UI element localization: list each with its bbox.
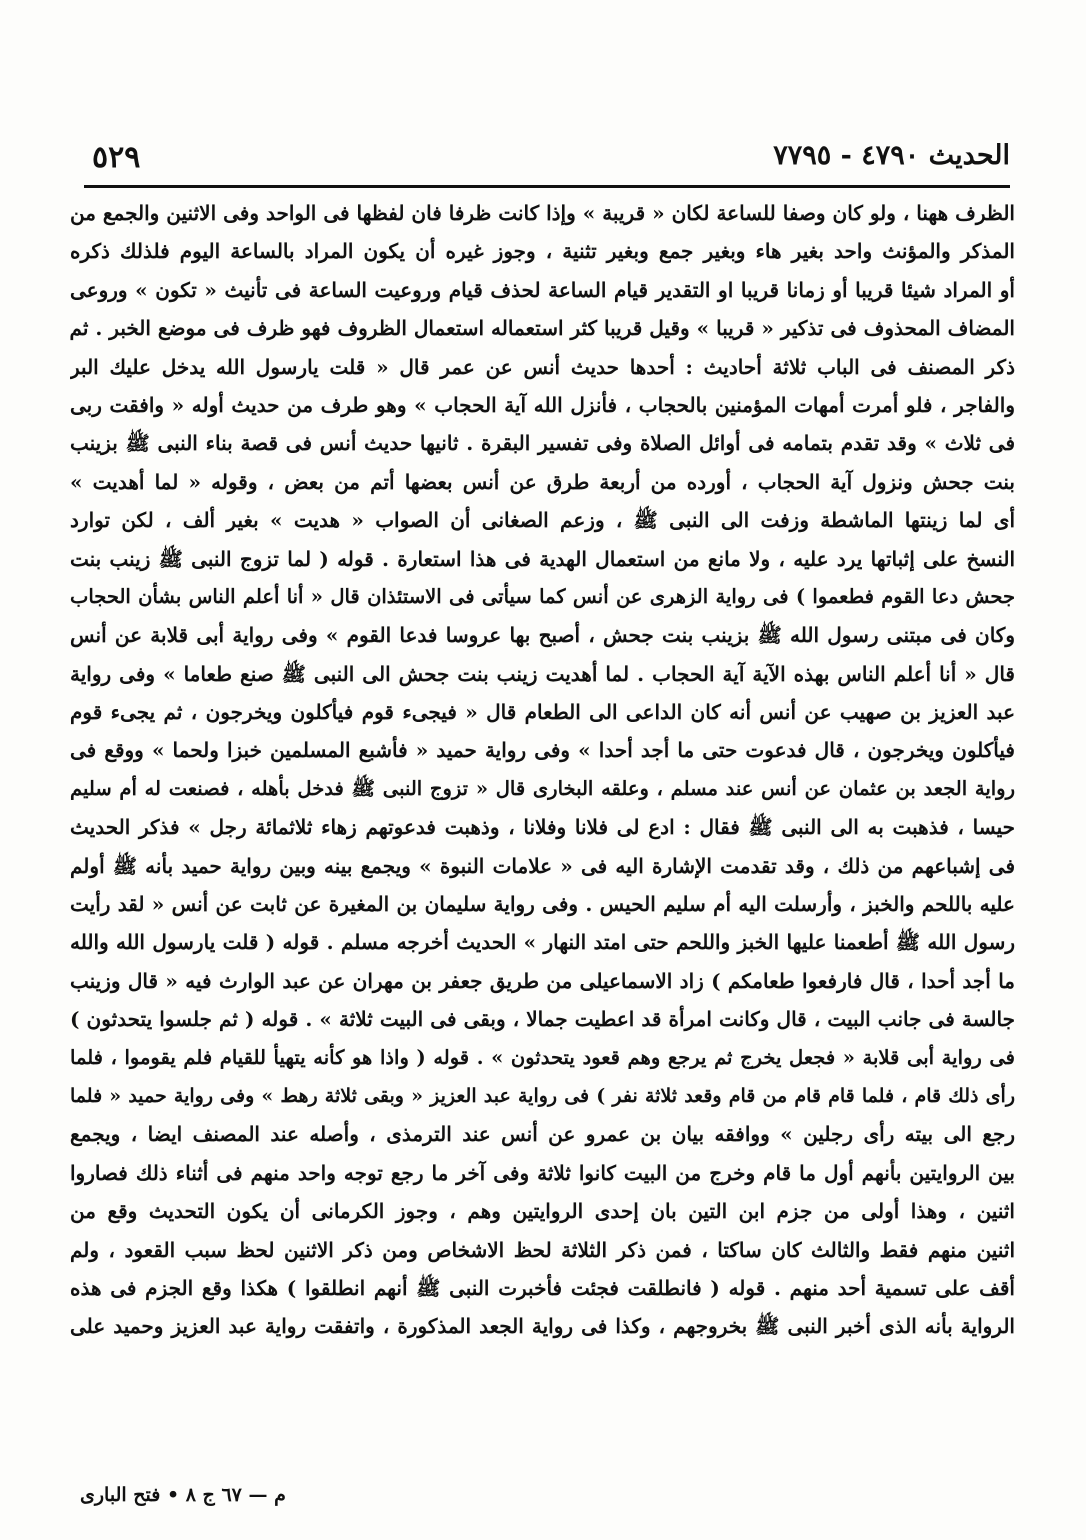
text-line: الظرف ههنا ، ولو كان وصفا للساعة لكان « قريبة » وإذا كانت ظرفا فان لفظها فى الواحد وفى الاثنين والجمع من (70, 201, 1015, 225)
text-line: المذكر والمؤنث واحد بغير هاء وبغير جمع وبغير تثنية ، وجوز غيره أن يكون المراد بالساعة اليوم فلذلك ذكره (70, 239, 1015, 264)
text-line: رسول الله ﷺ أطعمنا عليها الخبز واللحم حتى امتد النهار » الحديث أخرجه مسلم . قوله ( قلت يارسول الله والله (70, 930, 1015, 955)
text-line: عليه باللحم والخبز ، وأرسلت اليه أم سليم الحيس . وفى رواية سليمان بن المغيرة عن ثابت عن أنس « لقد رأيت (70, 892, 1015, 917)
text-line: رأى ذلك قام ، فلما قام قام من قام وقعد ثلاثة نفر ) فى رواية عبد العزيز « وبقى ثلاثة رهط » وفى رواية حميد « فلما (70, 1084, 1015, 1107)
text-line: أو المراد شيئا قريبا أو زمانا قريبا او التقدير قيام الساعة لحذف قيام وروعيت الساعة فى تأنيث « تكون » وروعى (70, 277, 1015, 302)
text-line: المضاف المحذوف فى تذكير « قريبا » وقيل قريبا كثر استعماله استعمال الظروف فهو ظرف فى موضع الخبر . ثم (70, 316, 1015, 341)
text-line: أقف على تسمية أحد منهم . قوله ( فانطلقت فجئت فأخبرت النبى ﷺ أنهم انطلقوا ) هكذا وقع الجزم فى هذه (70, 1275, 1015, 1300)
text-line: أى لما زينتها الماشطة وزفت الى النبى ﷺ ، وزعم الصغانى أن الصواب « هديت » بغير ألف ، لكن توارد (70, 508, 1015, 533)
page-number: ٥٢٩ (92, 140, 141, 175)
text-line: حيسا ، فذهبت به الى النبى ﷺ فقال : ادع لى فلانا وفلانا ، وذهبت فدعوتهم زهاء ثلاثمائة رجل » فذكر الحديث (70, 815, 1015, 840)
text-line: جالسة فى جانب البيت ، قال وكانت امرأة قد اعطيت جمالا ، وبقى فى البيت ثلاثة » . قوله ( ثم جلسوا يتحدثون ) (70, 1007, 1015, 1032)
text-line: اثنين منهم فقط والثالث كان ساكتا ، فمن ذكر الثلاثة لحظ الاشخاص ومن ذكر الاثنين لحظ سبب القعود ، ولم (70, 1237, 1015, 1262)
text-line: رجع الى بيته رأى رجلين » ووافقه بيان بن عمرو عن أنس عند الترمذى ، وأصله عند المصنف ايضا ، ويجمع (70, 1122, 1015, 1147)
signature-mark: م — ٦٧ ج ٨ • فتح البارى (80, 1484, 286, 1506)
text-line: بين الروايتين بأنهم أول ما قام وخرج من البيت كانوا ثلاثة وفى آخر ما رجع توجه واحد منهم فى أثناء ذلك فصاروا (70, 1160, 1015, 1185)
running-title: الحديث ٤٧٩٠ - ٧٧٩٥ (773, 140, 1010, 171)
text-line: ذكر المصنف فى الباب ثلاثة أحاديث : أحدها حديث أنس عن عمر قال « قلت يارسول الله يدخل عليك البر (70, 354, 1015, 379)
text-line: الرواية بأنه الذى أخبر النبى ﷺ بخروجهم ، وكذا فى رواية الجعد المذكورة ، واتفقت رواية عبد العزيز وحميد على (70, 1314, 1015, 1339)
text-line: رواية الجعد بن عثمان عن أنس عند مسلم ، وعلقه البخارى قال « تزوج النبى ﷺ فدخل بأهله ، فصنعت له أم سليم (70, 776, 1015, 800)
text-line: اثنين ، وهذا أولى من جزم ابن التين بان إحدى الروايتين وهم ، وجوز الكرمانى أن يكون التحديث وقع من (70, 1199, 1015, 1224)
text-line: ما أجد أحدا ، قال فارفعوا طعامكم ) زاد الاسماعيلى من طريق جعفر بن مهران عن عبد الوارث فيه « قال وزينب (70, 968, 1015, 993)
commentary-text (70, 194, 1015, 1384)
text-line: جحش دعا القوم فطعموا ) فى رواية الزهرى عن أنس كما سيأتى فى الاستئذان قال « أنا أعلم الناس بشأن الحجاب (70, 584, 1015, 608)
page-header (84, 140, 1010, 182)
text-line: النسخ على إثباتها يرد عليه ، ولا مانع من استعمال الهدية فى هذا استعارة . قوله ( لما تزوج النبى ﷺ زينب بنت (70, 546, 1015, 571)
text-line: بنت جحش ونزول آية الحجاب ، أورده من أربعة طرق عن أنس بعضها أتم من بعض ، وقوله « لما أهديت » (70, 469, 1015, 494)
text-line: والفاجر ، فلو أمرت أمهات المؤمنين بالحجاب ، فأنزل الله آية الحجاب » وهو طرف من حديث أوله « وافقت ربى (70, 392, 1015, 417)
text-line (70, 1346, 1015, 1384)
text-line: عبد العزيز بن صهيب عن أنس أنه كان الداعى الى الطعام قال « فيجىء قوم فيأكلون ويخرجون ، ثم يجىء قوم (70, 700, 1015, 725)
text-line: وكان فى مبتنى رسول الله ﷺ بزينب بنت جحش ، أصبح بها عروسا فدعا القوم » وفى رواية أبى قلابة عن أنس (70, 623, 1015, 648)
text-line: قال « أنا أعلم الناس بهذه الآية آية الحجاب . لما أهديت زينب بنت جحش الى النبى ﷺ صنع طعاما » وفى رواية (70, 661, 1015, 686)
header-divider (84, 185, 1010, 188)
text-line: فى ثلاث » وقد تقدم بتمامه فى أوائل الصلاة وفى تفسير البقرة . ثانيها حديث أنس فى قصة بناء النبى ﷺ بزينب (70, 431, 1015, 456)
text-line: فى إشباعهم من ذلك ، وقد تقدمت الإشارة اليه فى « علامات النبوة » ويجمع بينه وبين رواية حميد بأنه ﷺ أولم (70, 853, 1015, 878)
text-line: فى رواية أبى قلابة « فجعل يخرج ثم يرجع وهم قعود يتحدثون » . قوله ( واذا هو كأنه يتهيأ للقيام فلم يقوموا ، فلما (70, 1045, 1015, 1069)
text-line: فيأكلون ويخرجون ، قال فدعوت حتى ما أجد أحدا » وفى رواية حميد « فأشبع المسلمين خبزا ولحما » ووقع فى (70, 738, 1015, 763)
